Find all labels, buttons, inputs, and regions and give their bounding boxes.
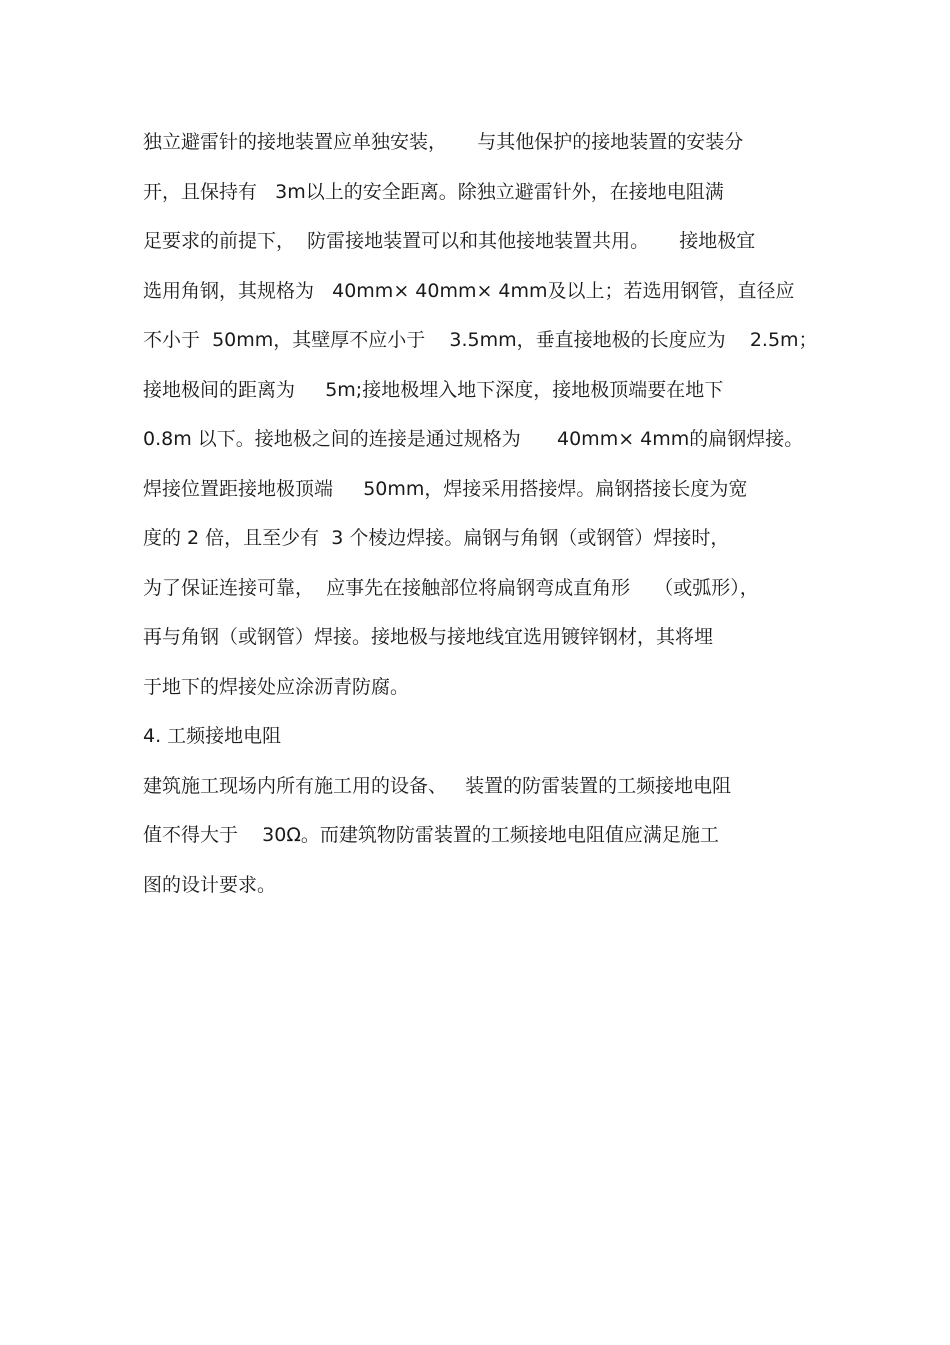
paragraph-line: 选用角钢，其规格为 40mm× 40mm× 4mm及以上；若选用钢管，直径应	[143, 279, 795, 302]
paragraph-line: 足要求的前提下， 防雷接地装置可以和其他接地装置共用。 接地极宜	[143, 230, 756, 252]
paragraph-line: 焊接位置距接地极顶端 50mm，焊接采用搭接焊。扁钢搭接长度为宽	[143, 477, 748, 500]
paragraph-line: 不小于 50mm，其壁厚不应小于 3.5mm，垂直接地极的长度应为 2.5m；	[143, 329, 818, 351]
paragraph-line: 开，且保持有 3m以上的安全距离。除独立避雷针外，在接地电阻满	[143, 180, 724, 203]
document-body	[143, 124, 823, 916]
paragraph-line: 度的 2 倍，且至少有 3 个棱边焊接。扁钢与角钢（或钢管）焊接时，	[143, 527, 730, 549]
paragraph-line: 为了保证连接可靠， 应事先在接触部位将扁钢弯成直角形 （或弧形），	[143, 576, 759, 599]
section-heading: 4. 工频接地电阻	[143, 725, 282, 747]
paragraph-line: 建筑施工现场内所有施工用的设备、 装置的防雷装置的工频接地电阻	[143, 774, 732, 797]
paragraph-line: 独立避雷针的接地装置应单独安装， 与其他保护的接地装置的安装分	[143, 131, 744, 153]
paragraph-line: 再与角钢（或钢管）焊接。接地极与接地线宜选用镀锌钢材，其将埋	[143, 626, 714, 648]
paragraph-line: 接地极间的距离为 5m;接地极埋入地下深度，接地极顶端要在地下	[143, 378, 724, 401]
paragraph-line: 于地下的焊接处应涂沥青防腐。	[143, 675, 410, 698]
paragraph-line: 值不得大于 30Ω。而建筑物防雷装置的工频接地电阻值应满足施工	[143, 824, 719, 846]
paragraph-line: 图的设计要求。	[143, 873, 277, 896]
paragraph-line: 0.8m 以下。接地极之间的连接是通过规格为 40mm× 4mm的扁钢焊接。	[143, 428, 804, 450]
